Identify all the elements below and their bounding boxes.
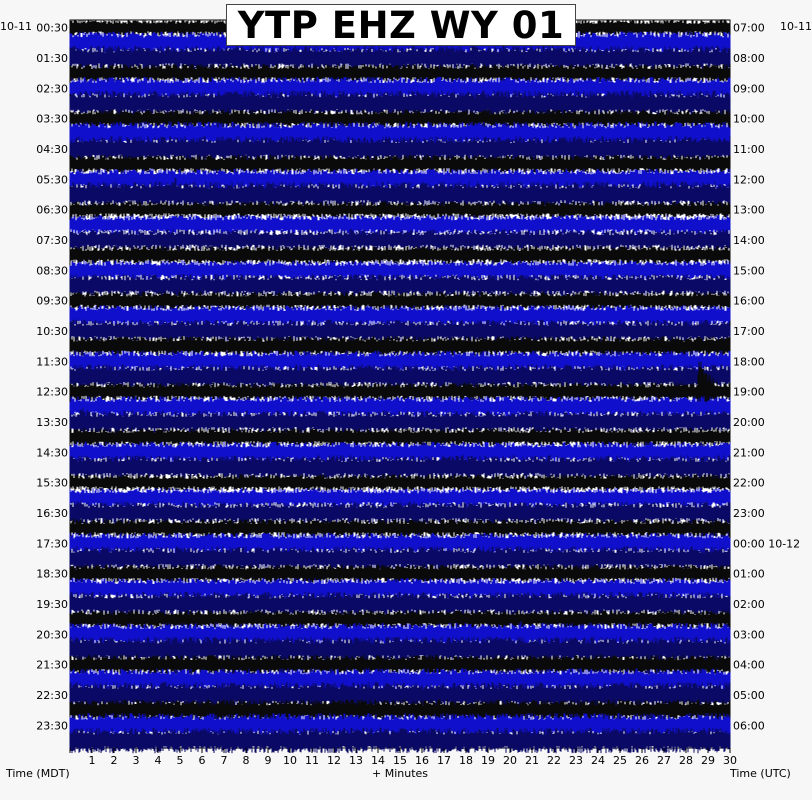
x-tick-label: 4 [154, 754, 162, 767]
x-tick-label: 1 [88, 754, 96, 767]
right-hour-label: 05:00 [733, 688, 765, 702]
x-tick-label: 30 [723, 754, 737, 767]
left-hour-label: 13:30 [36, 415, 68, 429]
left-hour-label: 10:30 [36, 324, 68, 338]
x-tick-label: 17 [437, 754, 451, 767]
left-hour-label: 20:30 [36, 628, 68, 642]
left-hour-label: 21:30 [36, 658, 68, 672]
right-hour-label: 07:00 [733, 21, 765, 35]
x-tick-label: 26 [635, 754, 649, 767]
x-tick-label: 23 [569, 754, 583, 767]
left-hour-label: 03:30 [36, 112, 68, 126]
left-hour-label: 09:30 [36, 294, 68, 308]
left-hour-label: 04:30 [36, 142, 68, 156]
right-hour-label: 04:00 [733, 658, 765, 672]
x-tick-label: 29 [701, 754, 715, 767]
x-tick-label: 14 [371, 754, 385, 767]
right-hour-label: 00:00 10-12 [733, 537, 801, 551]
x-tick-label: 20 [503, 754, 517, 767]
right-hour-label: 01:00 [733, 567, 765, 581]
x-tick-label: 6 [198, 754, 206, 767]
left-hour-label: 17:30 [36, 537, 68, 551]
seismic-traces [70, 19, 730, 753]
right-hour-label: 03:00 [733, 628, 765, 642]
left-hour-label: 18:30 [36, 567, 68, 581]
chart-title: YTP EHZ WY 01 [237, 3, 565, 47]
x-tick-label: 7 [220, 754, 228, 767]
right-hour-label: 10:00 [733, 112, 765, 126]
left-axis-ticks [36, 22, 68, 733]
x-tick-label: 16 [415, 754, 429, 767]
left-hour-label: 02:30 [36, 82, 68, 96]
x-tick-label: 9 [264, 754, 272, 767]
left-hour-label: 07:30 [36, 233, 68, 247]
x-axis-label: + Minutes [372, 767, 429, 780]
x-tick-label: 3 [132, 754, 140, 767]
right-hour-label: 14:00 [733, 233, 765, 247]
right-date-label: 10-11 [780, 20, 812, 33]
left-hour-label: 05:30 [36, 173, 68, 187]
x-tick-label: 21 [525, 754, 539, 767]
left-hour-label: 12:30 [36, 385, 68, 399]
right-hour-label: 18:00 [733, 355, 765, 369]
x-tick-label: 2 [110, 754, 118, 767]
x-tick-label: 22 [547, 754, 561, 767]
x-tick-label: 15 [393, 754, 407, 767]
right-hour-label: 17:00 [733, 324, 765, 338]
x-tick-label: 8 [242, 754, 250, 767]
x-tick-label: 5 [176, 754, 184, 767]
left-hour-label: 01:30 [36, 51, 68, 65]
left-hour-label: 14:30 [36, 446, 68, 460]
right-hour-label: 20:00 [733, 415, 765, 429]
x-tick-label: 13 [349, 754, 363, 767]
left-hour-label: 16:30 [36, 506, 68, 520]
right-hour-label: 06:00 [733, 719, 765, 733]
title-box [226, 4, 576, 46]
left-hour-label: 08:30 [36, 264, 68, 278]
left-axis-label: Time (MDT) [6, 767, 70, 780]
x-tick-label: 10 [283, 754, 297, 767]
right-hour-label: 08:00 [733, 51, 765, 65]
x-tick-label: 19 [481, 754, 495, 767]
left-hour-label: 23:30 [36, 719, 68, 733]
right-hour-label: 19:00 [733, 385, 765, 399]
right-hour-label: 23:00 [733, 506, 765, 520]
x-tick-label: 18 [459, 754, 473, 767]
right-hour-label: 11:00 [733, 142, 765, 156]
left-hour-label: 06:30 [36, 203, 68, 217]
right-hour-label: 09:00 [733, 82, 765, 96]
x-tick-label: 25 [613, 754, 627, 767]
right-hour-label: 13:00 [733, 203, 765, 217]
left-hour-label: 19:30 [36, 597, 68, 611]
left-date-label: 10-11 [0, 20, 32, 33]
left-hour-label: 11:30 [36, 355, 68, 369]
right-axis-ticks [733, 20, 812, 733]
x-tick-label: 27 [657, 754, 671, 767]
right-hour-label: 12:00 [733, 173, 765, 187]
x-tick-label: 11 [305, 754, 319, 767]
right-hour-label: 22:00 [733, 476, 765, 490]
x-tick-label: 24 [591, 754, 605, 767]
right-hour-label: 15:00 [733, 264, 765, 278]
left-hour-label: 15:30 [36, 476, 68, 490]
right-hour-label: 02:00 [733, 597, 765, 611]
left-hour-label: 22:30 [36, 688, 68, 702]
right-hour-label: 21:00 [733, 446, 765, 460]
right-axis-label: Time (UTC) [730, 767, 791, 780]
x-tick-label: 12 [327, 754, 341, 767]
left-hour-label: 00:30 [36, 21, 68, 35]
x-tick-label: 28 [679, 754, 693, 767]
right-hour-label: 16:00 [733, 294, 765, 308]
